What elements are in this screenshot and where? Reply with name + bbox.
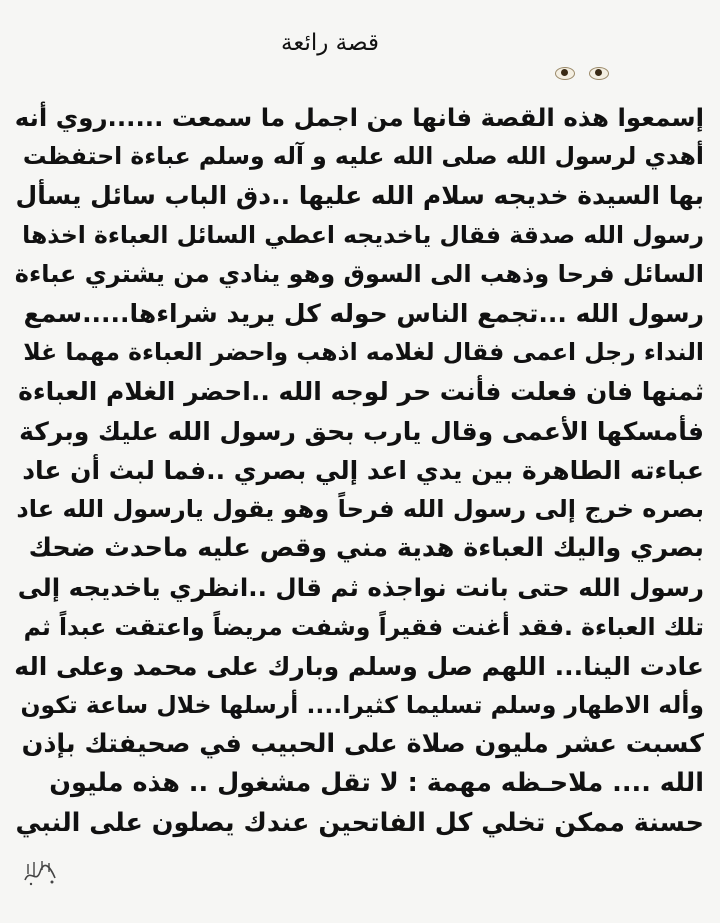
text-line: رسول الله ...تجمع الناس حوله كل يريد شراءها.....سمع xyxy=(23,299,704,329)
text-line: كسبت عشر مليون صلاة على الحبيب في صحيفتك بإذن xyxy=(21,729,704,760)
eyes-emoji-icon xyxy=(589,66,609,80)
text-line: حسنة ممكن تخلي كل الفاتحين عندك يصلون على النبي xyxy=(15,807,704,838)
story-body xyxy=(14,98,704,843)
emoji-row xyxy=(555,66,609,80)
text-line: وأله الاطهار وسلم تسليما كثيرا.... أرسلها خلال ساعة تكون xyxy=(20,691,704,720)
text-line: تلك العباءة .فقد أغنت فقيراً وشفت مريضاً واعتقت عبداً ثم xyxy=(23,612,704,641)
text-line: أهدي لرسول الله صلى الله عليه و آله وسلم عباءة احتفظت xyxy=(22,142,704,171)
text-line: بها السيدة خديجه سلام الله عليها ..دق الباب سائل يسأل xyxy=(15,181,704,211)
salawat-calligraphy-icon xyxy=(22,858,58,888)
text-line: بصره خرج إلى رسول الله فرحاً وهو يقول يارسول الله عاد xyxy=(16,495,704,524)
text-line: ثمنها فان فعلت فأنت حر لوجه الله ..احضر الغلام العباءة xyxy=(18,377,704,407)
text-line: الله .... ملاحـظه مهمة : لا تقل مشغول .. هذه مليون xyxy=(49,768,704,799)
text-line: رسول الله حتى بانت نواجذه ثم قال ..انظري ياخديجه إلى xyxy=(17,573,704,603)
text-line: رسول الله صدقة فقال ياخديجه اعطي السائل العباءة اخذها xyxy=(22,220,704,249)
text-line: النداء رجل اعمى فقال لغلامه اذهب واحضر العباءة مهما غلا xyxy=(23,338,704,367)
text-line: إسمعوا هذه القصة فانها من اجمل ما سمعت ......روي أنه xyxy=(14,103,704,132)
text-line: السائل فرحا وذهب الى السوق وهو ينادي من يشتري عباءة xyxy=(14,259,704,288)
salawat-calligraphy-icon xyxy=(22,858,58,888)
text-line: فأمسكها الأعمى وقال يارب بحق رسول الله عليك وبركة xyxy=(19,416,704,446)
eyes-emoji-icon xyxy=(555,66,575,80)
story-title: قصة رائعة xyxy=(281,30,379,56)
text-line: عادت الينا... اللهم صل وسلم وبارك على محمد وعلى اله xyxy=(14,651,704,681)
text-line: بصري واليك العباءة هدية مني وقص عليه ماحدث ضحك xyxy=(28,533,704,564)
text-line: عباءته الطاهرة بين يدي اعد إلي بصري ..فما لبث أن عاد xyxy=(22,455,704,485)
